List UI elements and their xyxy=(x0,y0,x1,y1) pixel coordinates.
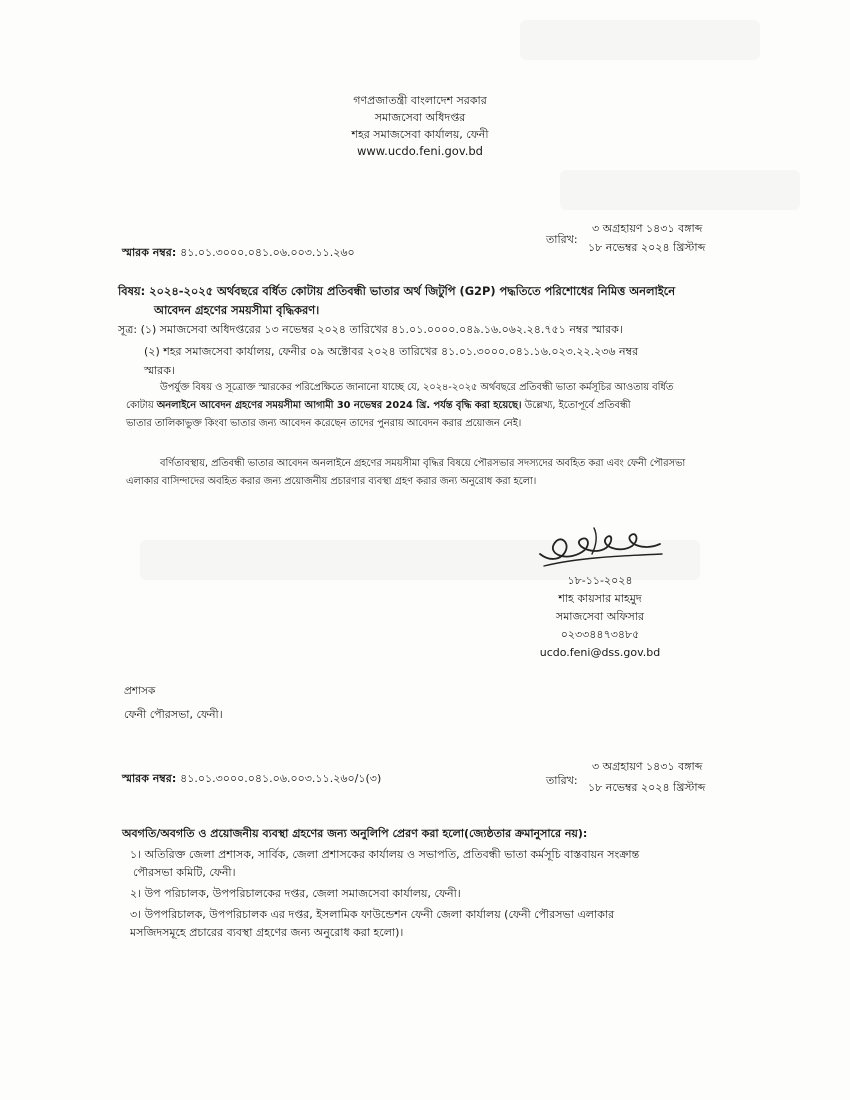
office-name: শহর সমাজসেবা কার্যালয়, ফেনী xyxy=(351,128,489,141)
memo-label: স্মারক নম্বর: xyxy=(122,772,177,785)
date-bangla: ৩ অগ্রহায়ণ ১৪৩১ বঙ্গাব্দ xyxy=(592,760,703,773)
memo-value: ৪১.০১.৩০০০.০৪১.০৬.০০৩.১১.২৬০ xyxy=(180,246,355,259)
subject-line-1: বিষয়: ২০২৪-২০২৫ অর্থবছরে বর্ধিত কোটায় প্রতিবন্ধী ভাতার অর্থ জিটুপি (G2P) পদ্ধতিতে পরিশোধের নিমিত্ত অনলাইনে xyxy=(118,284,676,298)
signatory-name: শাহ কায়সার মাহমুদ xyxy=(558,592,642,605)
handwritten-signature xyxy=(536,522,666,572)
reference-1: সূত্র: (১) সমাজসেবা অধিদপ্তরের ১৩ নভেম্বর ২০২৪ তারিখের ৪১.০১.০০০০.০৪৯.১৬.০৬২.২৪.৭৫১ নম্বর স্মারক। xyxy=(118,323,623,336)
memo-value: ৪১.০১.৩০০০.০৪১.০৬.০০৩.১১.২৬০/১(৩) xyxy=(180,772,382,785)
date-english: ১৮ নভেম্বর ২০২৪ খ্রিস্টাব্দ xyxy=(588,781,706,794)
copy-item-1: ১। অতিরিক্ত জেলা প্রশাসক, সার্বিক, জেলা প্রশাসকের কার্যালয় ও সভাপতি, প্রতিবন্ধী ভাতা কর্মসূচি বাস্তবায়ন সংক্রান্ত xyxy=(130,848,640,861)
signature-date: ১৮-১১-২০২৪ xyxy=(567,574,633,587)
subject-line-2: আবেদন গ্রহণের সময়সীমা বৃদ্ধিকরণ। xyxy=(154,303,320,317)
memo-number xyxy=(122,244,355,263)
memo-number xyxy=(122,770,381,789)
highlight-deadline: অনলাইনে আবেদন গ্রহণের সময়সীমা আগামী 30 নভেম্বর 2024 খ্রি. পর্যন্ত বৃদ্ধি করা হয়েছে। xyxy=(156,400,522,411)
office-website: www.ucdo.feni.gov.bd xyxy=(357,144,483,158)
signatory-phone: ০২৩৩৪৪৭৩৪৮৫ xyxy=(560,628,640,641)
recipient-title: প্রশাসক xyxy=(124,685,156,697)
copy-item-3: ৩। উপপরিচালক, উপপরিচালক এর দপ্তর, ইসলামিক ফাউন্ডেশন ফেনী জেলা কার্যালয় (ফেনী পৌরসভা এলাকার xyxy=(130,908,615,921)
body-paragraph-1: উপর্যুক্ত বিষয় ও সূত্রোক্ত স্মারকের পরিপ্রেক্ষিতে জানানো যাচ্ছে যে, ২০২৪-২০২৫ অর্থবছরে প্রতিবন্ধী ভাতা কর্মসূচির আওতায় বর্ধিত কোটায় অনলাইনে আবেদন গ্রহণের সময়সীমা আগামী 30 নভেম্বর 2024 খ্রি. পর্যন্ত বৃদ্ধি করা হয়েছে। উল্লেখ্য, ইতোপূর্বে প্রতিবন্ধী ভাতার তালিকাভুক্ত কিংবা ভাতার জন্য আবেদন করেছেন তাদের পুনরায় আবেদন করার প্রয়োজন নেই। xyxy=(126,382,674,429)
date-english: ১৮ নভেম্বর ২০২৪ খ্রিস্টাব্দ xyxy=(588,241,706,254)
subject xyxy=(118,282,718,320)
reference-2-cont: স্মারক। xyxy=(144,364,175,377)
signatory-email: ucdo.feni@dss.gov.bd xyxy=(539,646,661,659)
copy-item-1-cont: পৌরসভা কমিটি, ফেনী। xyxy=(133,866,236,879)
signature-block xyxy=(520,572,680,662)
govt-name: গণপ্রজাতন্ত্রী বাংলাদেশ সরকার xyxy=(353,94,487,107)
reference-label: সূত্র: xyxy=(118,323,138,336)
scan-bleed-mark xyxy=(520,20,760,60)
copy-list xyxy=(130,846,730,942)
copy-list-title: অবগতি/অবগতি ও প্রয়োজনীয় ব্যবস্থা গ্রহণের জন্য অনুলিপি প্রেরণ করা হলো(জ্যেষ্ঠতার ক্রমানুসারে নয়): xyxy=(122,827,588,840)
date-label: তারিখ: xyxy=(546,233,578,246)
recipient xyxy=(124,680,223,726)
references xyxy=(118,320,738,380)
date-bangla: ৩ অগ্রহায়ণ ১৪৩১ বঙ্গাব্দ xyxy=(592,222,703,235)
signatory-designation: সমাজসেবা অফিসার xyxy=(555,610,645,623)
memo-label: স্মারক নম্বর: xyxy=(122,246,177,259)
department-name: সমাজসেবা অধিদপ্তর xyxy=(374,111,466,124)
scan-bleed-mark xyxy=(560,170,800,210)
letterhead xyxy=(250,92,590,160)
subject-label: বিষয়: xyxy=(118,284,146,298)
body-paragraph-2: বর্ণিতাবস্থায়, প্রতিবন্ধী ভাতার আবেদন অনলাইনে গ্রহণের সময়সীমা বৃদ্ধির বিষয়ে পৌরসভার সদস্যদের অবহিত করা এবং ফেনী পৌরসভা এলাকার বাসিন্দাদের অবহিত করার জন্য প্রয়োজনীয় প্রচারণার ব্যবস্থা গ্রহণ করার জন্য অনুরোধ করা হলো। xyxy=(126,458,686,487)
recipient-office: ফেনী পৌরসভা, ফেনী। xyxy=(124,708,223,721)
reference-2: (২) শহর সমাজসেবা কার্যালয়, ফেনীর ০৯ অক্টোবর ২০২৪ তারিখের ৪১.০১.৩০০০.০৪১.১৬.০২৩.২২.২৩৬ নম্বর xyxy=(144,345,639,358)
copy-item-3-cont: মসজিদসমূহে প্রচারের ব্যবস্থা গ্রহণের জন্য অনুরোধ করা হলো)। xyxy=(130,926,404,939)
copy-item-2: ২। উপ পরিচালক, উপপরিচালকের দপ্তর, জেলা সমাজসেবা কার্যালয়, ফেনী। xyxy=(130,887,461,900)
date-label: তারিখ: xyxy=(546,774,578,787)
